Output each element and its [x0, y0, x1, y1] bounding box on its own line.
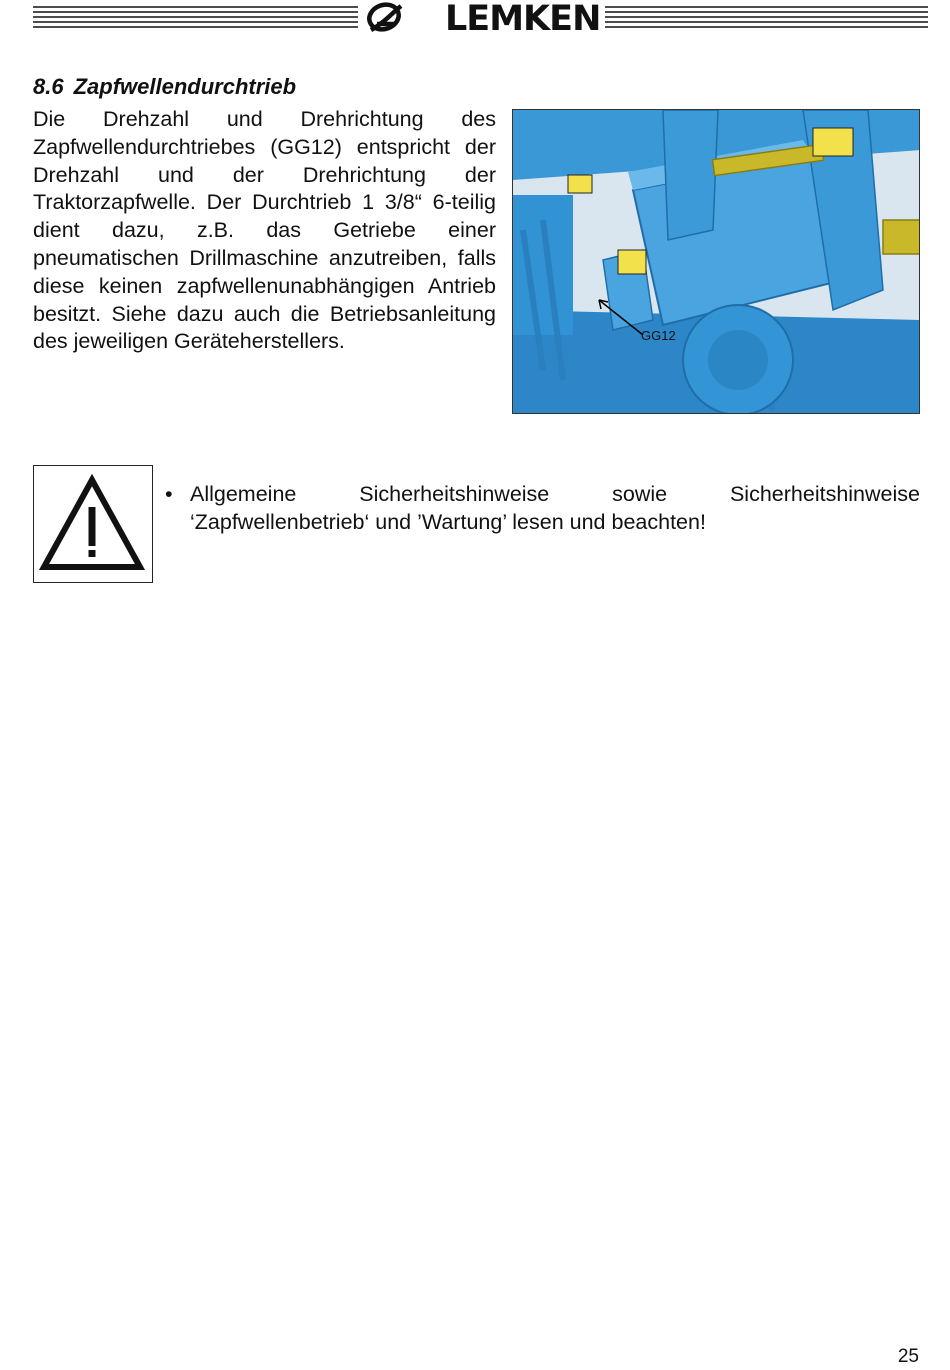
machine-illustration	[513, 110, 920, 414]
section-title-text: Zapfwellendurchtrieb	[73, 74, 297, 99]
warning-list	[165, 480, 920, 536]
warning-text: Allgemeine Sicherheitshinweise sowie Sicherheitshinweise ‘Zapfwellenbetrieb‘ und ’Wartung’ lesen und beachten!	[190, 482, 920, 534]
page-header	[33, 0, 928, 52]
warning-list-item	[165, 480, 920, 536]
body-paragraph: Die Drehzahl und Drehrichtung des Zapfwellendurchtriebes (GG12) entspricht der Drehzahl und der Drehrichtung der Traktorzapfwelle. Der Durchtrieb 1 3/8“ 6-teilig dient dazu, z.B. das Getriebe einer pneumatischen Drillmaschine anzutreiben, falls diese keinen zapfwellenunabhängigen Antrieb besitzt. Siehe dazu auch die Betriebsanleitung des jeweiligen Geräteherstellers.	[33, 107, 496, 354]
pto-through-drive-photo	[512, 109, 920, 414]
page-number: 25	[897, 1346, 919, 1367]
section-number: 8.6	[33, 74, 64, 99]
warning-triangle-icon	[34, 466, 151, 581]
lemken-swirl-logo-icon	[366, 1, 402, 34]
section-title	[33, 72, 296, 102]
bullet: •	[165, 482, 173, 506]
callout-label-gg12: GG12	[641, 328, 676, 343]
brand-logo-text: LEMKEN	[445, 0, 601, 39]
warning-symbol-box	[33, 465, 153, 583]
